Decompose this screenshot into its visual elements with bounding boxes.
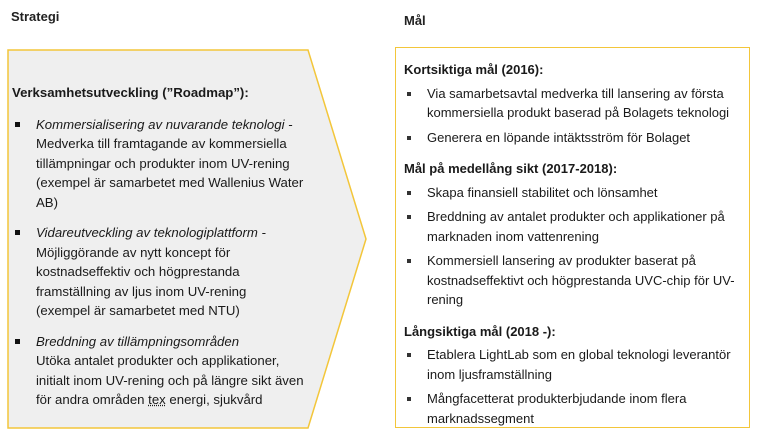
goals-section-title: Mål på medellång sikt (2017-2018): <box>404 161 618 176</box>
strategy-item-text: Medverka till framtagande av kommersiella tillämpningar och produkter inom UV-rening (exempel är samarbetet med Wallenius Water AB) <box>36 136 304 210</box>
bullet-square-icon <box>407 191 411 195</box>
strategy-item-heading: Kommersialisering av nuvarande teknologi - <box>36 116 293 132</box>
goals-list-item <box>404 128 744 148</box>
strategy-heading: Strategi <box>11 9 60 24</box>
strategy-item-tail: energi, sjukvård <box>165 392 263 407</box>
strategy-panel <box>12 83 304 421</box>
goals-item-text: Skapa finansiell stabilitet och lönsamhet <box>427 184 658 200</box>
goals-section-title: Långsiktiga mål (2018 -): <box>404 323 556 339</box>
goals-item-text: Via samarbetsavtal medverka till lansering av första kommersiella produkt baserad på Bolagets teknologi <box>427 85 730 120</box>
bullet-square-icon <box>15 339 20 344</box>
goals-list-item <box>404 389 744 428</box>
goals-list-item <box>404 207 744 246</box>
strategy-item <box>12 332 304 410</box>
bullet-square-icon <box>407 136 411 140</box>
goals-list-item <box>404 251 744 310</box>
strategy-item-underlined: tex <box>148 392 166 407</box>
goals-item-text: Generera en löpande intäktsström för Bolaget <box>427 129 691 145</box>
strategy-item-text: Utöka antalet produkter och applikationer, initialt inom UV-rening och på längre sikt även för andra områden <box>36 353 304 407</box>
bullet-square-icon <box>407 397 411 401</box>
strategy-title: Verksamhetsutveckling (”Roadmap”): <box>12 85 249 100</box>
strategy-item-heading: Breddning av tillämpningsområden <box>36 333 240 349</box>
bullet-square-icon <box>407 259 411 263</box>
bullet-square-icon <box>15 122 20 127</box>
bullet-square-icon <box>407 215 411 219</box>
strategy-item-text: Möjliggörande av nytt koncept för kostnadseffektiv och högprestanda framställning av ljus inom UV-rening (exempel är samarbetet med NTU) <box>36 244 247 318</box>
goals-list-item <box>404 183 744 203</box>
goals-item-text: Breddning av antalet produkter och applikationer på marknaden inom vattenrening <box>427 209 725 244</box>
goals-item-text: Kommersiell lansering av produkter baserat på kostnadseffektivt och högprestanda UVC-chip för UV-rening <box>427 253 735 307</box>
bullet-square-icon <box>407 353 411 357</box>
goals-panel <box>404 60 744 433</box>
strategy-item <box>12 115 304 213</box>
goals-heading: Mål <box>404 13 426 28</box>
goals-item-text: Etablera LightLab som en global teknologi leverantör inom ljusframställning <box>427 347 731 382</box>
goals-item-text: Mångfacetterat produkterbjudande inom flera marknadssegment <box>427 391 687 426</box>
goals-list-item <box>404 84 744 123</box>
strategy-item <box>12 223 304 321</box>
goals-list-item <box>404 345 744 384</box>
bullet-square-icon <box>407 92 411 96</box>
bullet-square-icon <box>15 230 20 235</box>
goals-section-title: Kortsiktiga mål (2016): <box>404 62 544 77</box>
strategy-item-heading: Vidareutveckling av teknologiplattform - <box>36 225 266 240</box>
